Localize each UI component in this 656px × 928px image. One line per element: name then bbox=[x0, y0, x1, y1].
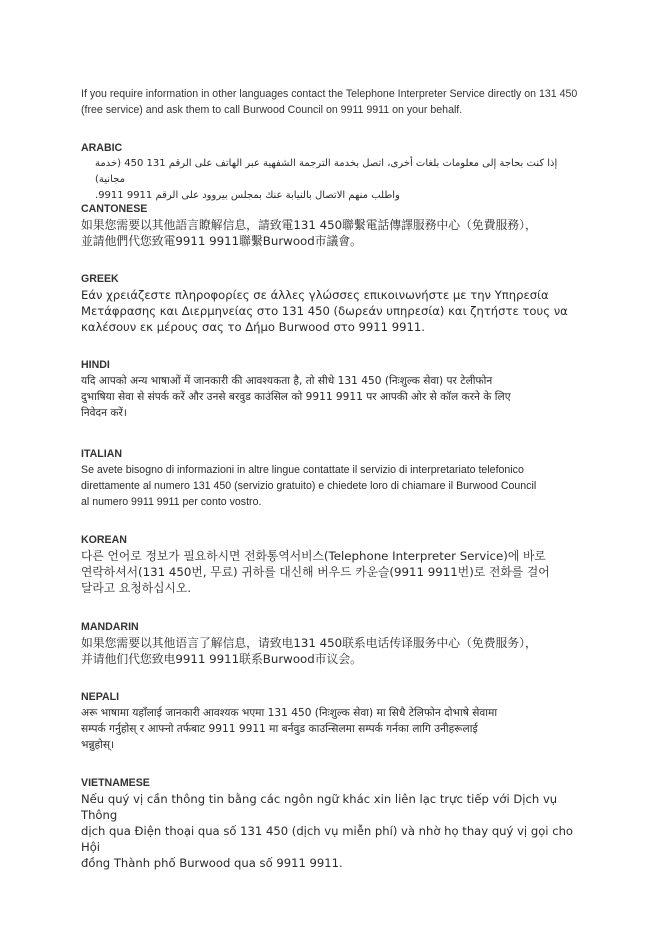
section-korean bbox=[81, 533, 581, 596]
text-cantonese: 如果您需要以其他語言瞭解信息，請致電131 450聯繫電話傳譯服務中心（免費服務）， 並請他們代您致電9911 9911聯繫Burwood市議會。 bbox=[81, 218, 537, 248]
section-cantonese bbox=[81, 202, 581, 249]
section-vietnamese bbox=[81, 776, 581, 871]
heading-arabic: ARABIC bbox=[81, 142, 123, 154]
text-italian: Se avete bisogno di informazioni in altre lingue contattate il servizio di interpretariato telefonico direttamente al numero 131 450 (servizio gratuito) e chiedete loro di chiamare il Burwood Council al numero 9911 9911 per conto vostro. bbox=[81, 464, 537, 508]
section-mandarin bbox=[81, 620, 581, 667]
section-hindi bbox=[81, 358, 581, 421]
heading-greek: GREEK bbox=[81, 273, 119, 285]
text-vietnamese: Nếu quý vị cần thông tin bằng các ngôn ngữ khác xin liên lạc trực tiếp với Dịch vụ Thông dịch qua Điện thoại qua số 131 450 (dịch vụ miễn phí) và nhờ họ thay quý vị gọi cho Hội đồng Thành phố Burwood qua số 9911 9911. bbox=[81, 792, 574, 870]
heading-korean: KOREAN bbox=[81, 534, 127, 546]
heading-cantonese: CANTONESE bbox=[81, 203, 148, 215]
text-greek: Εάν χρειάζεστε πληροφορίες σε άλλες γλώσσες επικοινωνήστε με την Υπηρεσία Μετάφρασης και Διερμηνείας στο 131 450 (δωρεάν υπηρεσία) και ζητήστε τους να καλέσουν εκ μέρους σας το Δήμο Burwood στο 9911 9911. bbox=[81, 288, 568, 334]
text-nepali: अरू भाषामा यहाँलाई जानकारी आवश्यक भएमा 131 450 (निःशुल्क सेवा) मा सिधै टेलिफोन दोभाषे सेवामा सम्पर्क गर्नुहोस् र आफ्नो तर्फबाट 9911 9911 मा बर्नवुड काउन्सिलमा सम्पर्क गर्नका लागि उनीहरूलाई भन्नुहोस्। bbox=[81, 707, 498, 751]
heading-vietnamese: VIETNAMESE bbox=[81, 777, 150, 789]
heading-mandarin: MANDARIN bbox=[81, 621, 139, 633]
section-nepali bbox=[81, 690, 581, 753]
heading-hindi: HINDI bbox=[81, 359, 110, 371]
intro-paragraph: If you require information in other languages contact the Telephone Interpreter Service directly on 131 450 (free service) and ask them to call Burwood Council on 9911 9911 on your behalf. bbox=[81, 88, 578, 116]
section-greek bbox=[81, 272, 581, 335]
heading-nepali: NEPALI bbox=[81, 691, 120, 703]
text-mandarin: 如果您需要以其他语言了解信息，请致电131 450联系电话传译服务中心（免费服务）， 并请他们代您致电9911 9911联系Burwood市议会。 bbox=[81, 636, 537, 666]
document-page bbox=[81, 86, 581, 870]
section-arabic bbox=[81, 141, 581, 204]
text-hindi: यदि आपको अन्य भाषाओं में जानकारी की आवश्यकता है, तो सीधे 131 450 (निःशुल्क सेवा) पर टेलीफोन दुभाषिया सेवा से संपर्क करें और उनसे बरवुड काउंसिल को 9911 9911 पर आपकी ओर से कॉल करने के लिए निवेदन करें। bbox=[81, 375, 511, 419]
section-italian bbox=[81, 447, 581, 510]
text-korean: 다른 언어로 정보가 필요하시면 전화통역서비스(Telephone Interpreter Service)에 바로 연락하셔서(131 450번, 무료) 귀하를 대신해 버우드 카운슬(9911 9911번)로 전화를 걸어 달라고 요청하십시오. bbox=[81, 549, 550, 595]
heading-italian: ITALIAN bbox=[81, 448, 122, 460]
text-arabic: إذا كنت بحاجة إلى معلومات بلغات أخرى، اتصل بخدمة الترجمة الشفهية عبر الهاتف على الرقم 131 450 (خدمة مجانية) واطلب منهم الاتصال بالنيابة عنك بمجلس بيروود على الرقم 9911 9911. bbox=[95, 158, 558, 201]
